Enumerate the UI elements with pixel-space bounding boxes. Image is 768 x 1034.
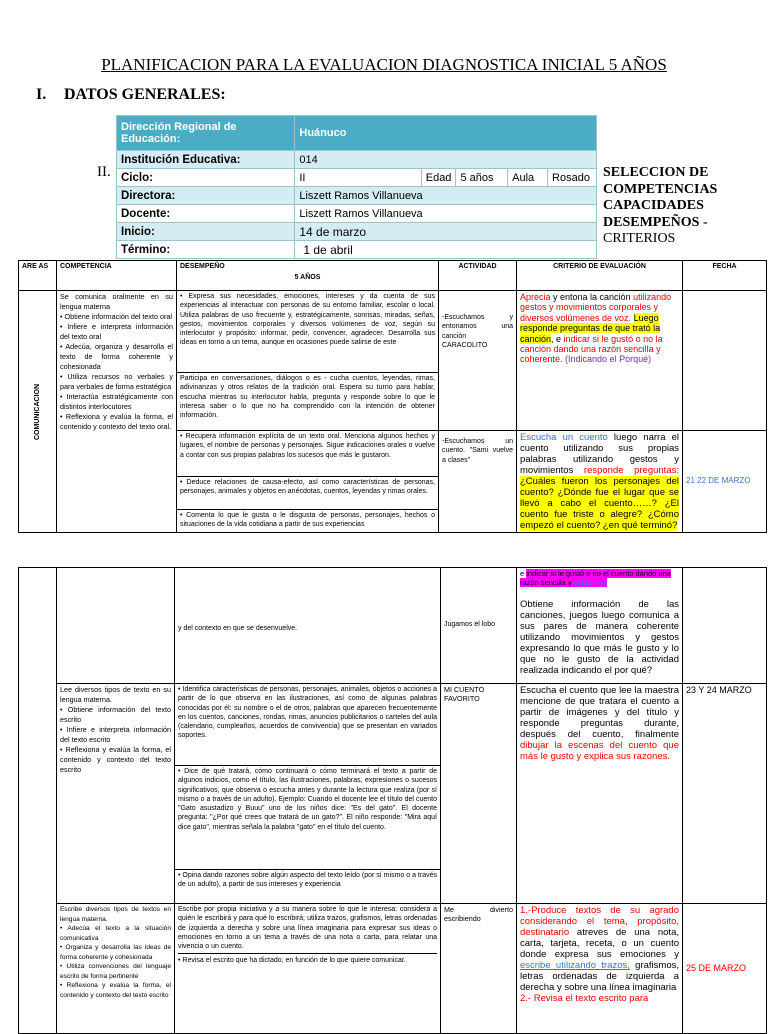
r3-crit-a: 1.-Produce textos de su agrado considerando el tema, propósito, destinatario [520,905,679,938]
section-label: DATOS GENERALES: [64,86,226,103]
r2-desempeno-2: • Dice de qué tratará, cómo continuará o cómo terminará el texto a partir de algunos indicios, como el título, las ilustraciones, palabras, expresiones o sucesos significativos, que observa o escucha antes y durante la lectura que realiza (por sí mismo o a través de un adulto). Ejemplo: Cuando el docente lee el título del cuento "Gato asustadizo y Buuu" uno de los niños dice: "Es del gato". El docente pregunta: "¿Por qué crees que tratará de un gato?". El niño responde: "Mira aquí dice gato", mientras señala la palabra "gato" en el título del cuento. [175,766,441,870]
r1-actividad: Jugamos el lobo [441,568,517,684]
area-cell [19,291,57,533]
section-number-ii: II. [97,164,111,180]
fecha-2 [683,431,767,533]
aula-value: Rosado [548,169,597,187]
r3-crit-b: atreves de una nota, carta, tarjeta, receta, o un cuento donde expresa sus emociones y [520,927,679,960]
desempeno-2: Participa en conversaciones, diálogos o es - cucha cuentos, leyendas, rimas, adivinanzas y otros relatos de la tradición oral. Espera su turno para hablar, escucha mientras su interlocutor habla, pregunta y responde sobre lo que le interesa saber o lo que no ha comprendido con la intención de obtener información. [177,373,439,431]
r3-crit-e: 2.- Revisa el texto escrito para [520,993,649,1004]
header-areas: ARE AS [19,261,57,291]
area-cell-2 [19,568,57,1034]
planning-table-1 [18,260,767,533]
criterio-1-g: . (Indicando el Porqué) [560,354,652,365]
r2-crit-a: Escucha el cuento que lee la maestra mencione de que tratara el cuento a partir de imágenes y del título y responde preguntas durante, después del cuento, finalmente [520,685,679,740]
criterio-2 [517,431,683,533]
fecha-2-label: 21 22 DE MARZO [686,476,751,486]
r3-crit-c: escribe utilizando trazos, [520,960,630,971]
r3-desempeno [175,904,441,1034]
criterio-2-a: Escucha un cuento [520,432,608,443]
header-criterio: CRITERIO DE EVALUACIÓN [517,261,683,291]
r2-desempeno-3: • Opina dando razones sobre algún aspecto del texto leído (por sí mismo o a través de un adulto), a partir de sus intereses y experiencia [175,870,441,904]
section-heading-datos-generales [36,86,226,104]
criterio-1-d: Luego responde preguntas de que trató la canción [520,312,661,344]
inicio-value: 14 de marzo [295,223,597,241]
header-fecha: FECHA [683,261,767,291]
competencia-cell: Se comunica oralmente en su lengua materna • Obtiene información del texto oral • Infiere e interpreta información del texto oral • Adecúa, organiza y desarrolla el texto de forma coherente y cohesionada • Utiliza recursos no verbales y para verbales de forma estratégica • Interactúa estratégicamente con distintos interlocutores • Reflexiona y evalúa la forma, el contenido y contexto del texto oral. [57,291,177,533]
direccion-label: Dirección Regional de Educación: [117,116,295,151]
selection-line-2: COMPETENCIAS [603,181,718,197]
r1-desempeno: y del contexto en que se desenvuelve. [175,568,441,684]
r2-fecha: 23 Y 24 MARZO [683,684,767,904]
competencia-cell-empty [57,568,175,684]
desempeno-1: • Expresa sus necesidades, emociones, intereses y da cuenta de sus experiencias al interactuar con personas de su entorno familiar, escolar o local. Utiliza palabras de uso frecuente y, estratégicamente, sonrisas, miradas, señas, gestos, movimientos corporales y diversos volúmenes de voz, según su interlocutor y propósito: informar, pedir, convencer, agradecer. Desarrolla sus ideas en torno a un tema, aunque en ocasiones puede salirse de este [177,291,439,373]
desempeno-3: • Recupera información explícita de un texto oral. Menciona algunos hechos y lugares, el nombre de personas y personajes. Sigue indicaciones orales o vuelve a contar con sus propias palabras los sucesos que más le gustaron. [177,431,439,477]
criterio-1 [517,291,683,431]
selection-line-4: DESEMPEÑOS - [603,214,708,230]
r2-competencia: Lee diversos tipos de texto en su lengua materna. • Obtiene información del texto escrito • Infiere e interpreta información del texto escrito • Reflexiona y evalúa la forma, el contenido y contexto del texto escrito [57,684,175,904]
area-label: COMUNICACION [33,383,41,440]
fecha-1 [683,291,767,431]
directora-value: Liszett Ramos Villanueva [295,187,597,205]
edad-label: Edad [421,169,456,187]
r3-desempeno-2: • Revisa el escrito que ha dictado, en función de lo que quiere comunicar. [178,957,406,965]
document-title: PLANIFICACION PARA LA EVALUACION DIAGNOSTICA INICIAL 5 AÑOS [101,55,667,74]
docente-label: Docente: [117,205,295,223]
header-desempeno-sub: 5 AÑOS [294,274,321,282]
aula-label: Aula [508,169,548,187]
r1-fecha [683,568,767,684]
actividad-2: -Escuchamos un cuento. "Sami vuelve a clases" [439,431,517,533]
institucion-label: Institución Educativa: [117,151,295,169]
r3-competencia: Escribe diversos tipos de textos en lengua materna. • Adecúa el texto a la situación comunicativa • Organiza y desarrolla las ideas de forma coherente y cohesionada • Utiliza convenciones del lenguaje escrito de forma pertinente • Reflexiona y evalúa la forma, el contenido y contexto del texto escrito [57,904,175,1034]
r1-crit-a: e [520,569,527,578]
termino-value: 1 de abril [295,241,597,259]
header-competencia: COMPETENCIA [57,261,177,291]
desempeno-5: • Comenta lo que le gusta o le disgusta de personas, personajes, hechos o situaciones de la vida cotidiana a partir de sus experiencias [177,510,439,533]
r1-crit-c: coherente [571,578,608,587]
selection-line-5: CRITERIOS [603,231,676,246]
r1-crit-b: indicar si le gustó o no el cuento dando una razón sencilla y [520,569,671,587]
r2-crit-b: dibujar la escenas del cuento que más le gusto y explica sus razones. [520,740,679,762]
r1-criterio [517,568,683,684]
header-desempeno [177,261,439,291]
criterio-1-b: y entona la canción [550,292,634,302]
r2-actividad: MI CUENTO FAVORITO [441,684,517,904]
section-number: I. [36,86,47,103]
r3-fecha: 25 DE MARZO [683,904,767,1034]
directora-label: Directora: [117,187,295,205]
selection-line-3: CAPACIDADES [603,198,704,213]
header-desempeno-label: DESEMPEÑO [180,263,225,270]
criterio-1-f: indicar si le gustó o no la canción dando una razón sencilla y coherente [520,333,663,365]
criterio-1-e: , e [551,333,564,344]
selection-line-1: SELECCION DE [603,165,709,180]
ciclo-label: Ciclo: [117,169,295,187]
criterio-2-c: responde preguntas: [583,465,679,476]
selection-heading [603,165,768,248]
r1-crit-d: Obtiene información de las canciones, juegos luego comunica a sus pares de manera coherente utilizando movimientos y gestos expresando lo que más le gusto y lo que no le gusto de la actividad realizada indicando el por qué? [520,599,679,676]
r3-criterio [517,904,683,1034]
criterio-1-a: Aprecia [520,292,551,302]
institucion-value: 014 [295,151,597,169]
r3-desempeno-1: Escribe por propia iniciativa y a su manera sobre lo que le interesa: considera a quién le escribirá y para qué lo escribirá; utiliza trazos, grafismos, letras ordenadas de izquierda a derecha y sobre una línea imaginaria para expresar sus ideas o emociones en torno a un tema a través de una nota o carta, para relatar una vivencia o un cuento. [178,905,437,954]
r2-desempeno-1: • Identifica características de personas, personajes, animales, objetos o acciones a partir de lo que observa en las ilustraciones, así como de algunas palabras conocidas por él: su nombre o el de otros, palabras que aparecen frecuentemente en los cuentos, canciones, rondas, rimas, anuncios publicitarios o carteles del aula (calendario, cumpleaños, acuerdos de convivencia) que se presentan en variados soportes. [175,684,441,766]
inicio-label: Inicio: [117,223,295,241]
termino-label: Término: [117,241,295,259]
criterio-2-d: ¿Cuáles fueron los personajes del cuento? ¿Dónde fue el lugar que se llevó a cabo el cuento……? ¿El cuento fue triste o alegre? ¿Cómo empezó el cuento? ¿en qué terminó? [520,476,679,531]
planning-table-2 [18,567,767,1034]
r3-crit-d: grafismos, letras ordenadas de izquierda a derecha y sobre una línea imaginaria [520,960,679,993]
desempeno-4: • Deduce relaciones de causa-efecto, así como características de personas, personajes, animales y objetos en anécdotas, cuentos, leyendas y rimas orales. [177,476,439,509]
header-actividad: ACTIVIDAD [439,261,517,291]
criterio-2-b: luego narra el cuento utilizando sus propias palabras utilizando gestos y movimientos [520,432,680,476]
edad-value: 5 años [456,169,508,187]
r2-criterio [517,684,683,904]
docente-value: Liszett Ramos Villanueva [295,205,597,223]
direccion-value: Huánuco [295,116,597,151]
r3-actividad: Me divierto escribiendo [441,904,517,1034]
datos-generales-table [116,115,597,259]
criterio-1-c: utilizando gestos y movimientos corporales y diversos volúmenes de voz. [520,292,672,323]
ciclo-value: II [295,169,421,187]
actividad-1: -Escuchamos y entonamos una canción CARACOLITO [439,291,517,431]
